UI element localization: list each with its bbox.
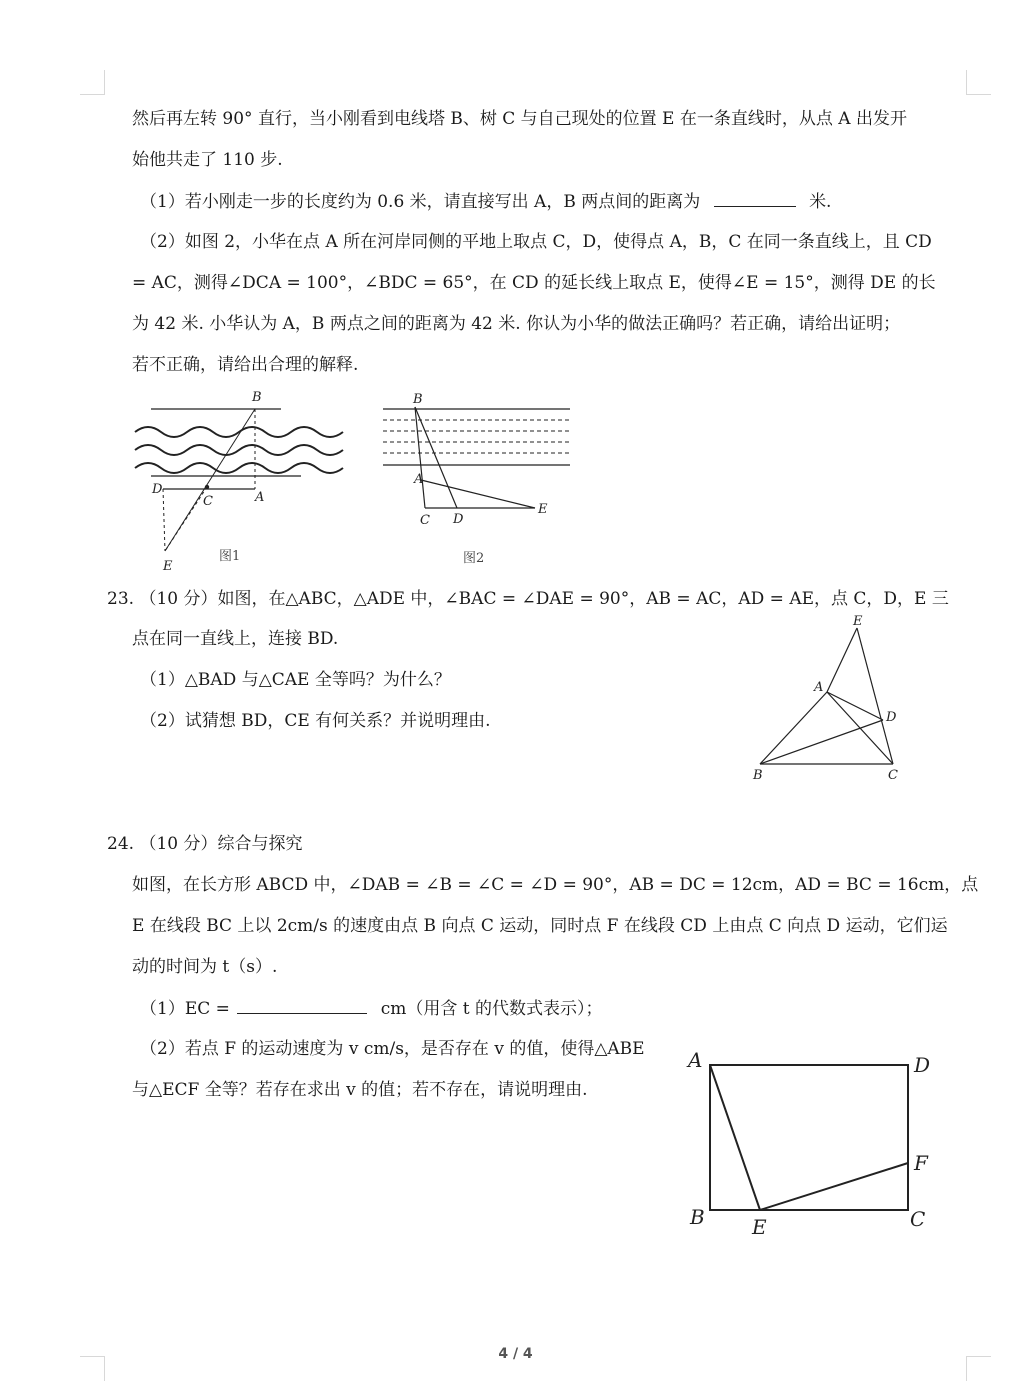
fig2-caption: 图2 (463, 551, 485, 566)
fig24-rectangle-ABCD (710, 1065, 908, 1210)
fig1-point-C (205, 485, 209, 489)
figure-2-triangle-diagram (375, 385, 575, 575)
fig23-line-AE (827, 628, 857, 692)
q22-part1-text: （1）若小刚走一步的长度约为 0.6 米，请直接写出 A，B 两点间的距离为 (140, 192, 701, 212)
q24-text-line-2: E 在线段 BC 上以 2cm/s 的速度由点 B 向点 C 运动，同时点 F 在线段 CD 上由点 C 向点 D 运动，它们运 (132, 916, 948, 936)
fig23-label-A: A (814, 680, 824, 695)
fig1-wave-1 (135, 427, 343, 437)
q22-part2-line-3: 为 42 米. 小华认为 A，B 两点之间的距离为 42 米. 你认为小华的做法正确吗？若正确，请给出证明； (132, 314, 901, 334)
q23-text-line-1: 23. （10 分）如图，在△ABC，△ADE 中，∠BAC = ∠DAE = 90°，AB = AC，AD = AE，点 C，D，E 三 (107, 589, 949, 609)
fig1-caption: 图1 (219, 549, 241, 564)
fig1-label-E: E (163, 559, 173, 574)
fig23-label-E: E (853, 614, 863, 629)
fig23-label-C: C (888, 768, 898, 783)
q22-part2-line-4: 若不正确，请给出合理的解释. (132, 355, 359, 375)
fig23-line-BA (760, 692, 827, 764)
fig24-label-E: E (752, 1215, 767, 1239)
fig1-line-DE (163, 489, 165, 551)
fig2-label-D: D (453, 512, 464, 527)
q23-part1: （1）△BAD 与△CAE 全等吗？为什么？ (140, 670, 451, 690)
fig1-label-A: A (255, 490, 265, 505)
fig1-wave-2 (135, 445, 343, 455)
q22-text-line-2: 始他共走了 110 步. (132, 150, 283, 170)
corner-mark-top-left (80, 70, 105, 95)
fig1-label-B: B (252, 390, 262, 405)
fig23-line-BD (760, 720, 883, 764)
fig24-label-C: C (910, 1207, 926, 1231)
figure-1-river-diagram (125, 385, 350, 575)
q23-text-line-2: 点在同一直线上，连接 BD. (132, 629, 339, 649)
q24-text-line-3: 动的时间为 t（s）. (132, 957, 278, 977)
q24-part2-line-2: 与△ECF 全等？若存在求出 v 的值；若不存在，请说明理由. (132, 1080, 588, 1100)
q22-part2-line-2: = AC，测得∠DCA = 100°，∠BDC = 65°，在 CD 的延长线上取点 E，使得∠E = 15°，测得 DE 的长 (132, 273, 936, 293)
fig2-label-B: B (413, 392, 423, 407)
fig23-label-B: B (753, 768, 763, 783)
fig24-label-D: D (914, 1053, 931, 1077)
q22-text-line-1: 然后再左转 90° 直行，当小刚看到电线塔 B、树 C 与自己现处的位置 E 在一条直线时，从点 A 出发开 (132, 109, 907, 129)
fig24-line-AE (710, 1065, 760, 1210)
q23-part2: （2）试猜想 BD，CE 有何关系？并说明理由. (140, 711, 491, 731)
q24-part1-text: cm（用含 t 的代数式表示）； (380, 999, 603, 1019)
q24-title: 24. （10 分）综合与探究 (107, 834, 303, 854)
q24-text-line-1: 如图，在长方形 ABCD 中，∠DAB = ∠B = ∠C = ∠D = 90°，AB = DC = 12cm，AD = BC = 16cm，点 (132, 875, 979, 895)
page-number: 4 / 4 (498, 1346, 533, 1362)
corner-mark-top-right (966, 70, 991, 95)
fig24-label-F: F (914, 1151, 928, 1175)
fig2-label-A: A (414, 472, 424, 487)
fig1-label-C: C (203, 494, 213, 509)
fig24-label-B: B (690, 1205, 705, 1229)
q22-part1 (140, 190, 831, 213)
fig1-wave-3 (135, 463, 343, 473)
figure-24-rectangle-diagram (680, 1040, 940, 1245)
q24-answer-blank[interactable] (237, 997, 367, 1014)
fig2-line-BC (415, 407, 425, 508)
fig2-label-E: E (538, 502, 548, 517)
q22-part2-line-1: （2）如图 2，小华在点 A 所在河岸同侧的平地上取点 C，D，使得点 A，B，C 在同一条直线上，且 CD (140, 232, 932, 252)
q24-part1-label: （1）EC = (140, 999, 230, 1019)
fig24-label-A: A (688, 1048, 703, 1072)
q24-part1 (140, 997, 602, 1020)
fig2-label-C: C (420, 513, 430, 528)
fig1-label-D: D (152, 482, 163, 497)
q22-part1-unit: 米. (809, 192, 832, 212)
fig24-line-EF (760, 1163, 908, 1210)
figure-23-triangle-diagram (745, 612, 915, 787)
q24-part2-line-1: （2）若点 F 的运动速度为 v cm/s，是否存在 v 的值，使得△ABE (140, 1039, 645, 1059)
q22-answer-blank[interactable] (714, 190, 796, 207)
fig23-label-D: D (886, 710, 897, 725)
fig2-line-BD (415, 407, 457, 508)
fig2-line-AE (421, 480, 535, 508)
